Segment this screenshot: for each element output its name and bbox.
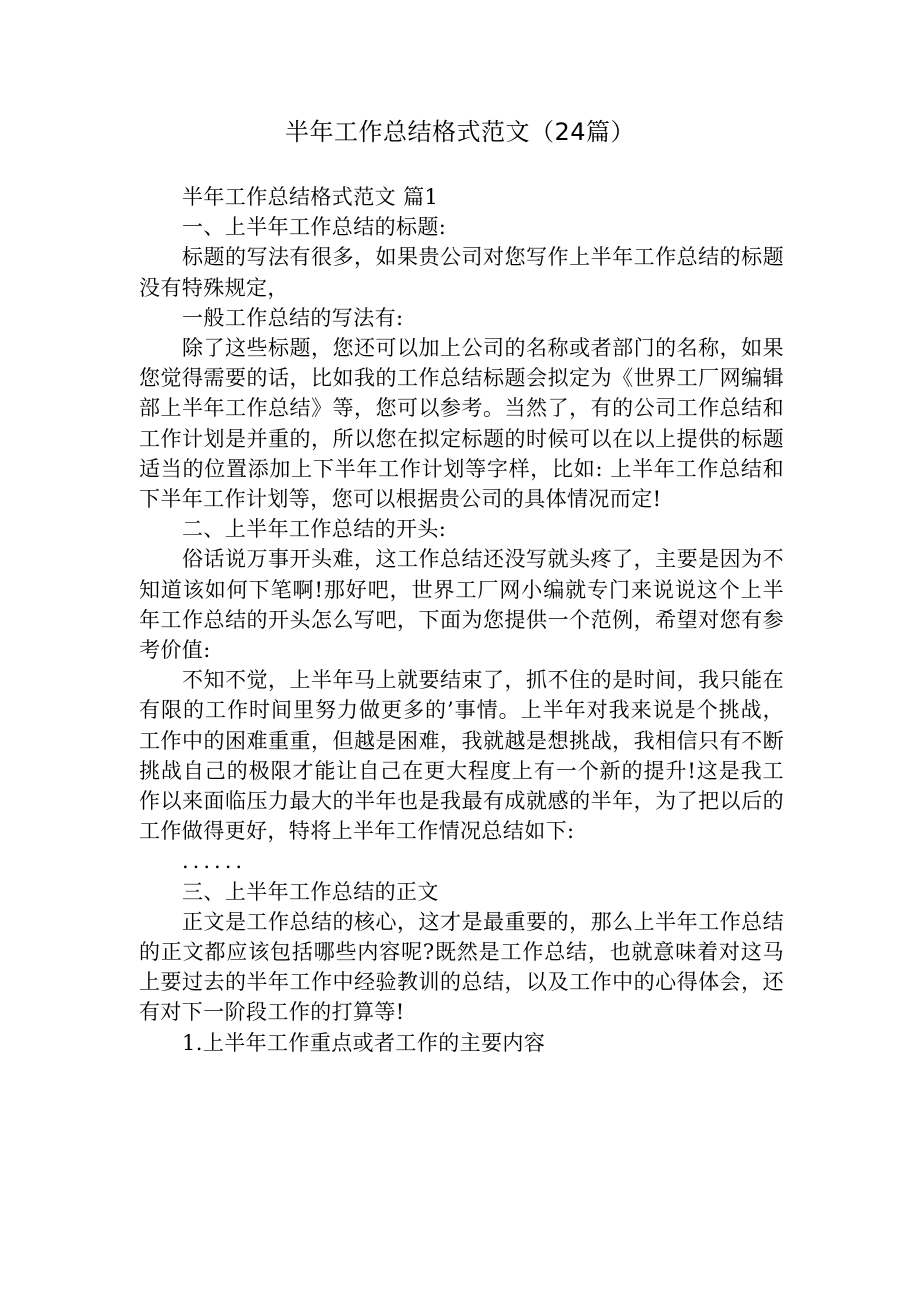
paragraph: 俗话说万事开头难，这工作总结还没写就头疼了，主要是因为不知道该如何下笔啊!那好吧，世界工厂网小编就专门来说说这个上半年工作总结的开头怎么写吧，下面为您提供一个范例，希望对您有参考价值: [139, 547, 784, 663]
list-item-1: 1.上半年工作重点或者工作的主要内容 [182, 1030, 546, 1055]
ellipsis: ...... [182, 849, 247, 874]
paragraph: 除了这些标题，您还可以加上公司的名称或者部门的名称，如果您觉得需要的话，比如我的工作总结标题会拟定为《世界工厂网编辑部上半年工作总结》等，您可以参考。当然了，有的公司工作总结和工作计划是并重的，所以您在拟定标题的时候可以在以上提供的标题适当的位置添加上下半年工作计划等字样，比如: 上半年工作总结和下半年工作计划等，您可以根据贵公司的具体情况而定! [139, 336, 784, 512]
subheading-title: 一、上半年工作总结的标题: [182, 215, 447, 240]
document-title: 半年工作总结格式范文（24篇） [284, 118, 636, 146]
paragraph: 一般工作总结的写法有: [182, 305, 404, 330]
subheading-opening: 二、上半年工作总结的开头: [182, 517, 447, 542]
subheading-body: 三、上半年工作总结的正文 [182, 879, 439, 904]
document-body [139, 182, 784, 1058]
paragraph: 不知不觉，上半年马上就要结束了，抓不住的是时间，我只能在有限的工作时间里努力做更多的’事情。上半年对我来说是个挑战，工作中的困难重重，但越是困难，我就越是想挑战，我相信只有不断挑战自己的极限才能让自己在更大程度上有一个新的提升!这是我工作以来面临压力最大的半年也是我最有成就感的半年，为了把以后的工作做得更好，特将上半年工作情况总结如下: [139, 668, 784, 844]
section-heading-piece-1: 半年工作总结格式范文 篇1 [182, 185, 439, 209]
paragraph: 标题的写法有很多，如果贵公司对您写作上半年工作总结的标题没有特殊规定， [139, 245, 784, 300]
paragraph: 正文是工作总结的核心，这才是最重要的，那么上半年工作总结的正文都应该包括哪些内容呢?既然是工作总结，也就意味着对这马上要过去的半年工作中经验教训的总结，以及工作中的心得体会，还有对下一阶段工作的打算等! [139, 909, 784, 1025]
